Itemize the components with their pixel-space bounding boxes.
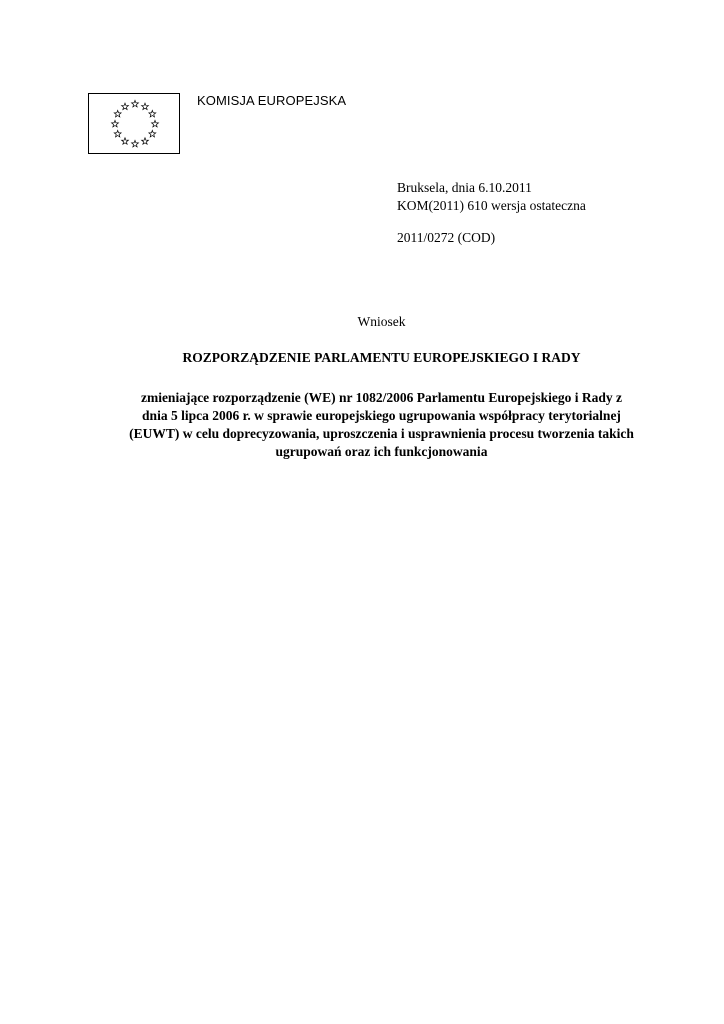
eu-flag-stars-icon (89, 94, 181, 155)
star-icon (132, 140, 139, 147)
star-icon (122, 138, 129, 145)
star-icon (114, 130, 121, 137)
star-icon (152, 120, 159, 127)
proposal-label: Wniosek (357, 314, 406, 329)
star-icon (142, 103, 149, 110)
subtitle-line: zmieniające rozporządzenie (WE) nr 1082/2006 Parlamentu Europejskiego i Rady z (140, 390, 623, 405)
document-reference: KOM(2011) 610 wersja ostateczna (397, 198, 586, 213)
regulation-subtitle (40, 389, 723, 461)
place-date: Bruksela, dnia 6.10.2011 (397, 180, 532, 195)
subtitle-line: (EUWT) w celu doprecyzowania, uproszczenia i usprawnienia procesu tworzenia takich (129, 426, 634, 441)
subtitle-line: ugrupowań oraz ich funkcjonowania (275, 444, 488, 459)
procedure-reference: 2011/0272 (COD) (397, 230, 496, 245)
regulation-title: ROZPORZĄDZENIE PARLAMENTU EUROPEJSKIEGO I RADY (182, 350, 581, 365)
star-icon (114, 110, 121, 117)
subtitle-line: dnia 5 lipca 2006 r. w sprawie europejskiego ugrupowania współpracy terytorialnej (142, 408, 621, 423)
star-icon (149, 130, 156, 137)
star-icon (142, 138, 149, 145)
commission-name: KOMISJA EUROPEJSKA (197, 93, 347, 108)
star-icon (149, 110, 156, 117)
document-meta (397, 179, 586, 247)
star-icon (112, 120, 119, 127)
star-icon (132, 100, 139, 107)
eu-flag-logo (88, 93, 180, 154)
star-icon (122, 103, 129, 110)
